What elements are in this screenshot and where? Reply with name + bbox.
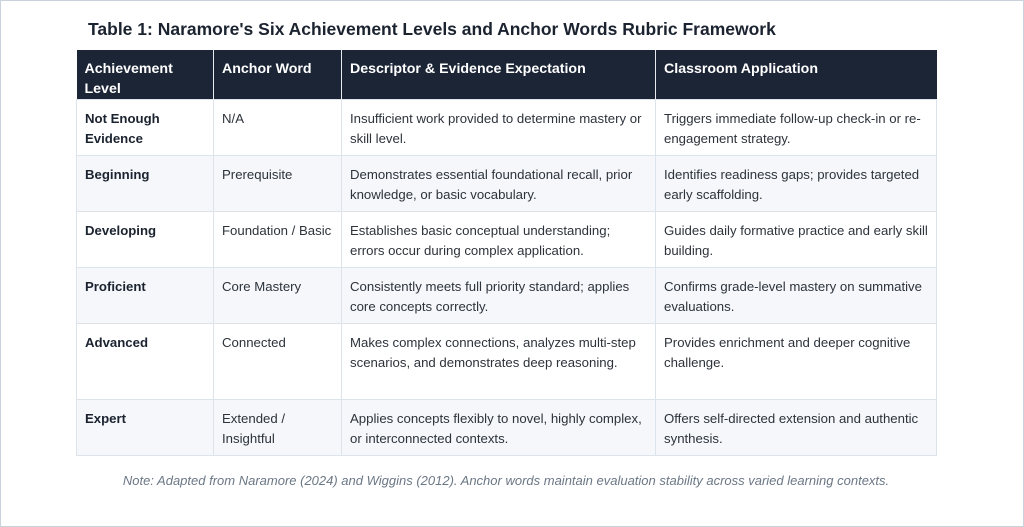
cell-descriptor: Establishes basic conceptual understanding; errors occur during complex application. [342, 212, 656, 268]
cell-level: Beginning [77, 156, 214, 212]
table-row [77, 400, 937, 456]
cell-descriptor: Makes complex connections, analyzes multi-step scenarios, and demonstrates deep reasoning. [342, 324, 656, 400]
cell-application: Identifies readiness gaps; provides targeted early scaffolding. [656, 156, 937, 212]
cell-application: Guides daily formative practice and early skill building. [656, 212, 937, 268]
cell-level: Expert [77, 400, 214, 456]
table-header-row [77, 50, 937, 100]
table-row [77, 212, 937, 268]
cell-descriptor: Applies concepts flexibly to novel, highly complex, or interconnected contexts. [342, 400, 656, 456]
cell-application: Triggers immediate follow-up check-in or re-engagement strategy. [656, 100, 937, 156]
header-descriptor: Descriptor & Evidence Expectation [342, 50, 656, 100]
cell-level: Developing [77, 212, 214, 268]
cell-anchor: Prerequisite [214, 156, 342, 212]
cell-anchor: Connected [214, 324, 342, 400]
table-row [77, 324, 937, 400]
cell-anchor: N/A [214, 100, 342, 156]
cell-anchor: Core Mastery [214, 268, 342, 324]
cell-application: Confirms grade-level mastery on summative evaluations. [656, 268, 937, 324]
cell-anchor: Foundation / Basic [214, 212, 342, 268]
header-classroom-application: Classroom Application [656, 50, 937, 100]
cell-descriptor: Demonstrates essential foundational recall, prior knowledge, or basic vocabulary. [342, 156, 656, 212]
cell-level: Proficient [77, 268, 214, 324]
table-row [77, 156, 937, 212]
table-row [77, 268, 937, 324]
table-note: Note: Adapted from Naramore (2024) and Wiggins (2012). Anchor words maintain evaluation stability across varied learning contexts. [122, 473, 890, 488]
header-anchor-word: Anchor Word [214, 50, 342, 100]
cell-level: Not Enough Evidence [77, 100, 214, 156]
cell-application: Offers self-directed extension and authentic synthesis. [656, 400, 937, 456]
table-row [77, 100, 937, 156]
cell-anchor: Extended / Insightful [214, 400, 342, 456]
cell-descriptor: Consistently meets full priority standard; applies core concepts correctly. [342, 268, 656, 324]
cell-descriptor: Insufficient work provided to determine mastery or skill level. [342, 100, 656, 156]
header-achievement-level: Achievement Level [77, 50, 214, 100]
cell-application: Provides enrichment and deeper cognitive challenge. [656, 324, 937, 400]
table-title: Table 1: Naramore's Six Achievement Levels and Anchor Words Rubric Framework [88, 19, 776, 39]
rubric-table [76, 50, 937, 456]
cell-level: Advanced [77, 324, 214, 400]
